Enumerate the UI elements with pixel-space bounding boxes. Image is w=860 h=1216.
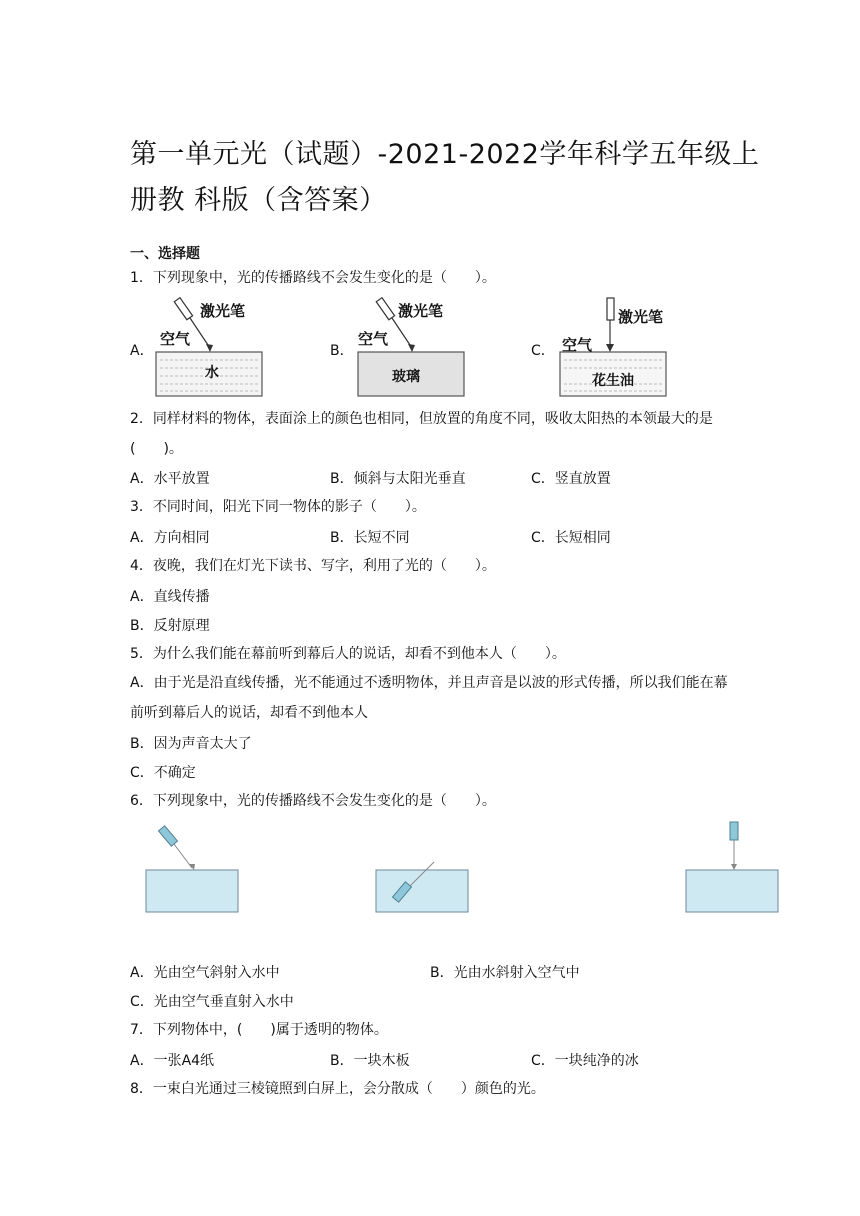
question-6-stem: 6．下列现象中，光的传播路线不会发生变化的是（ ）。	[130, 793, 496, 809]
q6-option-b: B．光由水斜射入空气中	[430, 965, 580, 981]
q1-option-b-letter: B．	[330, 343, 354, 359]
q1-c-medium-label: 花生油	[592, 373, 634, 389]
q6-option-c: C．光由空气垂直射入水中	[130, 994, 294, 1010]
q6-figure-a	[140, 822, 244, 916]
q5-option-b: B．因为声音太大了	[130, 736, 252, 752]
q3-option-a: A．方向相同	[130, 530, 210, 546]
q6-option-a: A．光由空气斜射入水中	[130, 965, 280, 981]
question-7-stem: 7．下列物体中，( )属于透明的物体。	[130, 1022, 388, 1038]
question-4-stem: 4．夜晚，我们在灯光下读书、写字，利用了光的（ ）。	[130, 558, 496, 574]
question-1-stem: 1．下列现象中，光的传播路线不会发生变化的是（ ）。	[130, 270, 496, 286]
q1-b-medium-label: 玻璃	[392, 369, 420, 385]
q2-option-c: C．竖直放置	[531, 471, 611, 487]
question-2-stem: 2．同样材料的物体，表面涂上的颜色也相同，但放置的角度不同，吸收太阳热的本领最大的是( )。	[130, 411, 713, 457]
q1-b-laser-label: 激光笔	[398, 302, 444, 320]
q1-b-air-label: 空气	[358, 330, 389, 348]
q4-option-b: B．反射原理	[130, 618, 210, 634]
question-3-stem: 3．不同时间，阳光下同一物体的影子（ ）。	[130, 499, 426, 515]
q1-a-laser-label: 激光笔	[200, 302, 246, 320]
question-8-stem: 8．一束白光通过三棱镜照到白屏上，会分散成（ ）颜色的光。	[130, 1081, 545, 1097]
page-title: 第一单元光（试题）-2021-2022学年科学五年级上册教 科版（含答案）	[130, 139, 760, 216]
q1-a-medium-label: 水	[205, 365, 219, 381]
q6-figure-b	[370, 822, 474, 916]
q2-option-a: A．水平放置	[130, 471, 210, 487]
q3-option-b: B．长短不同	[330, 530, 410, 546]
q1-option-c-letter: C．	[531, 343, 555, 359]
q5-option-a: A．由于光是沿直线传播，光不能通过不透明物体，并且声音是以波的形式传播，所以我们能在幕前听到幕后人的说话，却看不到他本人	[130, 675, 728, 721]
q1-c-laser-label: 激光笔	[618, 308, 664, 326]
q7-option-a: A．一张A4纸	[130, 1053, 215, 1069]
q6-figure-c	[680, 818, 784, 916]
q1-c-air-label: 空气	[562, 336, 593, 354]
q1-option-a-letter: A．	[130, 343, 154, 359]
q3-option-c: C．长短相同	[531, 530, 611, 546]
q1-a-air-label: 空气	[160, 330, 191, 348]
q2-option-b: B．倾斜与太阳光垂直	[330, 471, 466, 487]
q5-option-c: C．不确定	[130, 765, 196, 781]
q7-option-c: C．一块纯净的冰	[531, 1053, 639, 1069]
question-5-stem: 5．为什么我们能在幕前听到幕后人的说话，却看不到他本人（ ）。	[130, 646, 566, 662]
q4-option-a: A．直线传播	[130, 589, 210, 605]
section-heading: 一、选择题	[130, 246, 200, 262]
q7-option-b: B．一块木板	[330, 1053, 410, 1069]
